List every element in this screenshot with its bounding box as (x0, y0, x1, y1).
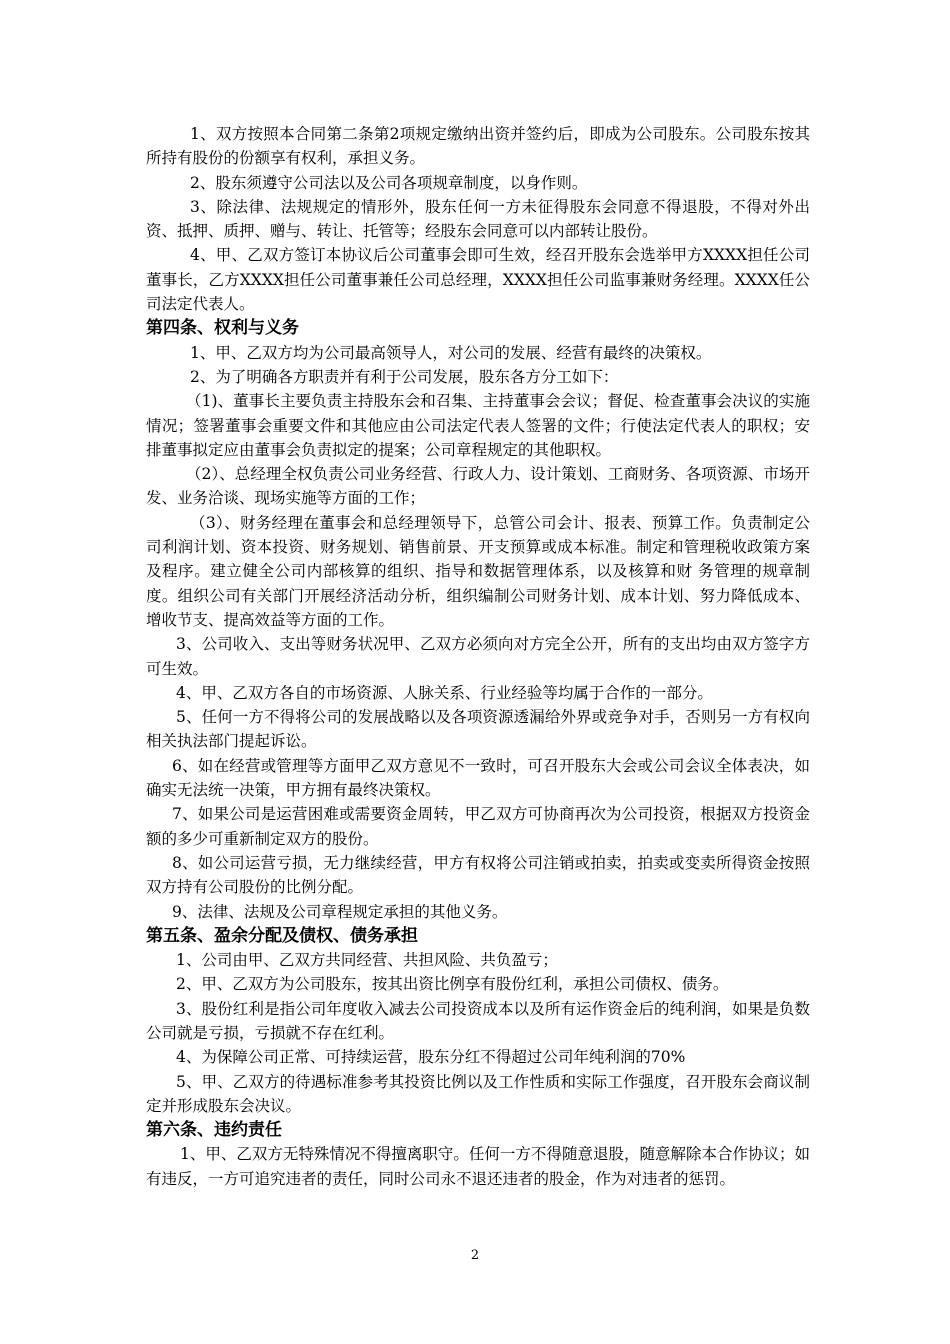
document-body (146, 122, 810, 1191)
paragraph: 5、甲、乙双方的待遇标准参考其投资比例以及工作性质和实际工作强度，召开股东会商议制定并形成股东会决议。 (146, 1072, 810, 1115)
paragraph: 3、股份红利是指公司年度收入减去公司投资成本以及所有运作资金后的纯利润，如果是负数公司就是亏损，亏损就不存在红利。 (146, 999, 810, 1042)
paragraph: （3）、财务经理在董事会和总经理领导下，总管公司会计、报表、预算工作。负责制定公司利润计划、资本投资、财务规划、销售前景、开支预算或成本标准。制定和管理税收政策方案及程序。建立健全公司内部核算的组织、指导和数据管理体系，以及核算和财 务管理的规章制度。组织公司有关部门开展经济活动分析，组织编制公司财务计划、成本计划、努力降低成本、增收节支、提高效益等方面的工作。 (146, 513, 810, 629)
paragraph: 9、法律、法规及公司章程规定承担的其他义务。 (172, 902, 508, 921)
paragraph: 3、除法律、法规规定的情形外，股东任何一方未征得股东会同意不得退股，不得对外出资、抵押、质押、赠与、转让、托管等；经股东会同意可以内部转让股份。 (146, 197, 810, 241)
paragraph: 4、为保障公司正常、可持续运营，股东分红不得超过公司年纯利润的70% (176, 1048, 686, 1067)
section-heading: 第五条、盈余分配及债权、债务承担 (146, 925, 418, 946)
section-heading: 第四条、权利与义务 (146, 318, 299, 339)
paragraph: （1)、董事长主要负责主持股东会和召集、主持董事会会议；督促、检查董事会决议的实施情况；签署董事会重要文件和其他应由公司法定代表人签署的文件；行使法定代表人的职权；安排董事拟定应由董事会负责拟定的提案；公司章程规定的其他职权。 (146, 392, 810, 459)
paragraph: 2、甲、乙双方为公司股东，按其出资比例享有股份红利，承担公司债权、债务。 (176, 975, 729, 994)
paragraph: 5、任何一方不得将公司的发展战略以及各项资源透漏给外界或竞争对手，否则另一方有权向相关执法部门提起诉讼。 (146, 708, 810, 751)
paragraph: 8、如公司运营亏损，无力继续经营，甲方有权将公司注销或拍卖，拍卖或变卖所得资金按照双方持有公司股份的比例分配。 (146, 853, 810, 897)
paragraph: 2、股东须遵守公司法以及公司各项规章制度，以身作则。 (190, 173, 588, 192)
page-number: 2 (470, 1248, 480, 1263)
paragraph: 2、为了明确各方职责并有利于公司发展，股东各方分工如下： (190, 367, 619, 386)
paragraph: 7、如果公司是运营困难或需要资金周转，甲乙双方可协商再次为公司投资，根据双方投资金额的多少可重新制定双方的股份。 (146, 805, 810, 848)
paragraph: 1、公司由甲、乙双方共同经营、共担风险、共负盈亏； (176, 951, 558, 970)
paragraph: 4、甲、乙双方签订本协议后公司董事会即可生效，经召开股东会选举甲方XXXX担任公司董事长，乙方XXXX担任公司董事兼任公司总经理，XXXX担任公司监事兼财务经理。XXXX任公司法定代表人。 (146, 246, 810, 314)
paragraph: （2）、总经理全权负责公司业务经营、行政人力、设计策划、工商财务、各项资源、市场开发、业务洽谈、现场实施等方面的工作； (146, 465, 810, 508)
paragraph: 6、如在经营或管理等方面甲乙双方意见不一致时，可召开股东大会或公司会议全体表决，如确实无法统一决策，甲方拥有最终决策权。 (146, 756, 810, 800)
paragraph: 1、甲、乙双方无特殊情况不得擅离职守。任何一方不得随意退股，随意解除本合作协议；如有违反，一方可追究违者的责任，同时公司永不退还违者的股金，作为对违者的惩罚。 (146, 1145, 810, 1188)
paragraph: 3、公司收入、支出等财务状况甲、乙双方必须向对方完全公开，所有的支出均由双方签字方可生效。 (146, 635, 810, 678)
paragraph: 4、甲、乙双方各自的市场资源、人脉关系、行业经验等均属于合作的一部分。 (176, 683, 713, 702)
section-heading: 第六条、违约责任 (146, 1120, 282, 1141)
paragraph: 1、双方按照本合同第二条第2项规定缴纳出资并签约后，即成为公司股东。公司股东按其所持有股份的份额享有权利，承担义务。 (146, 125, 810, 168)
paragraph: 1、甲、乙双方均为公司最高领导人，对公司的发展、经营有最终的决策权。 (190, 343, 712, 362)
